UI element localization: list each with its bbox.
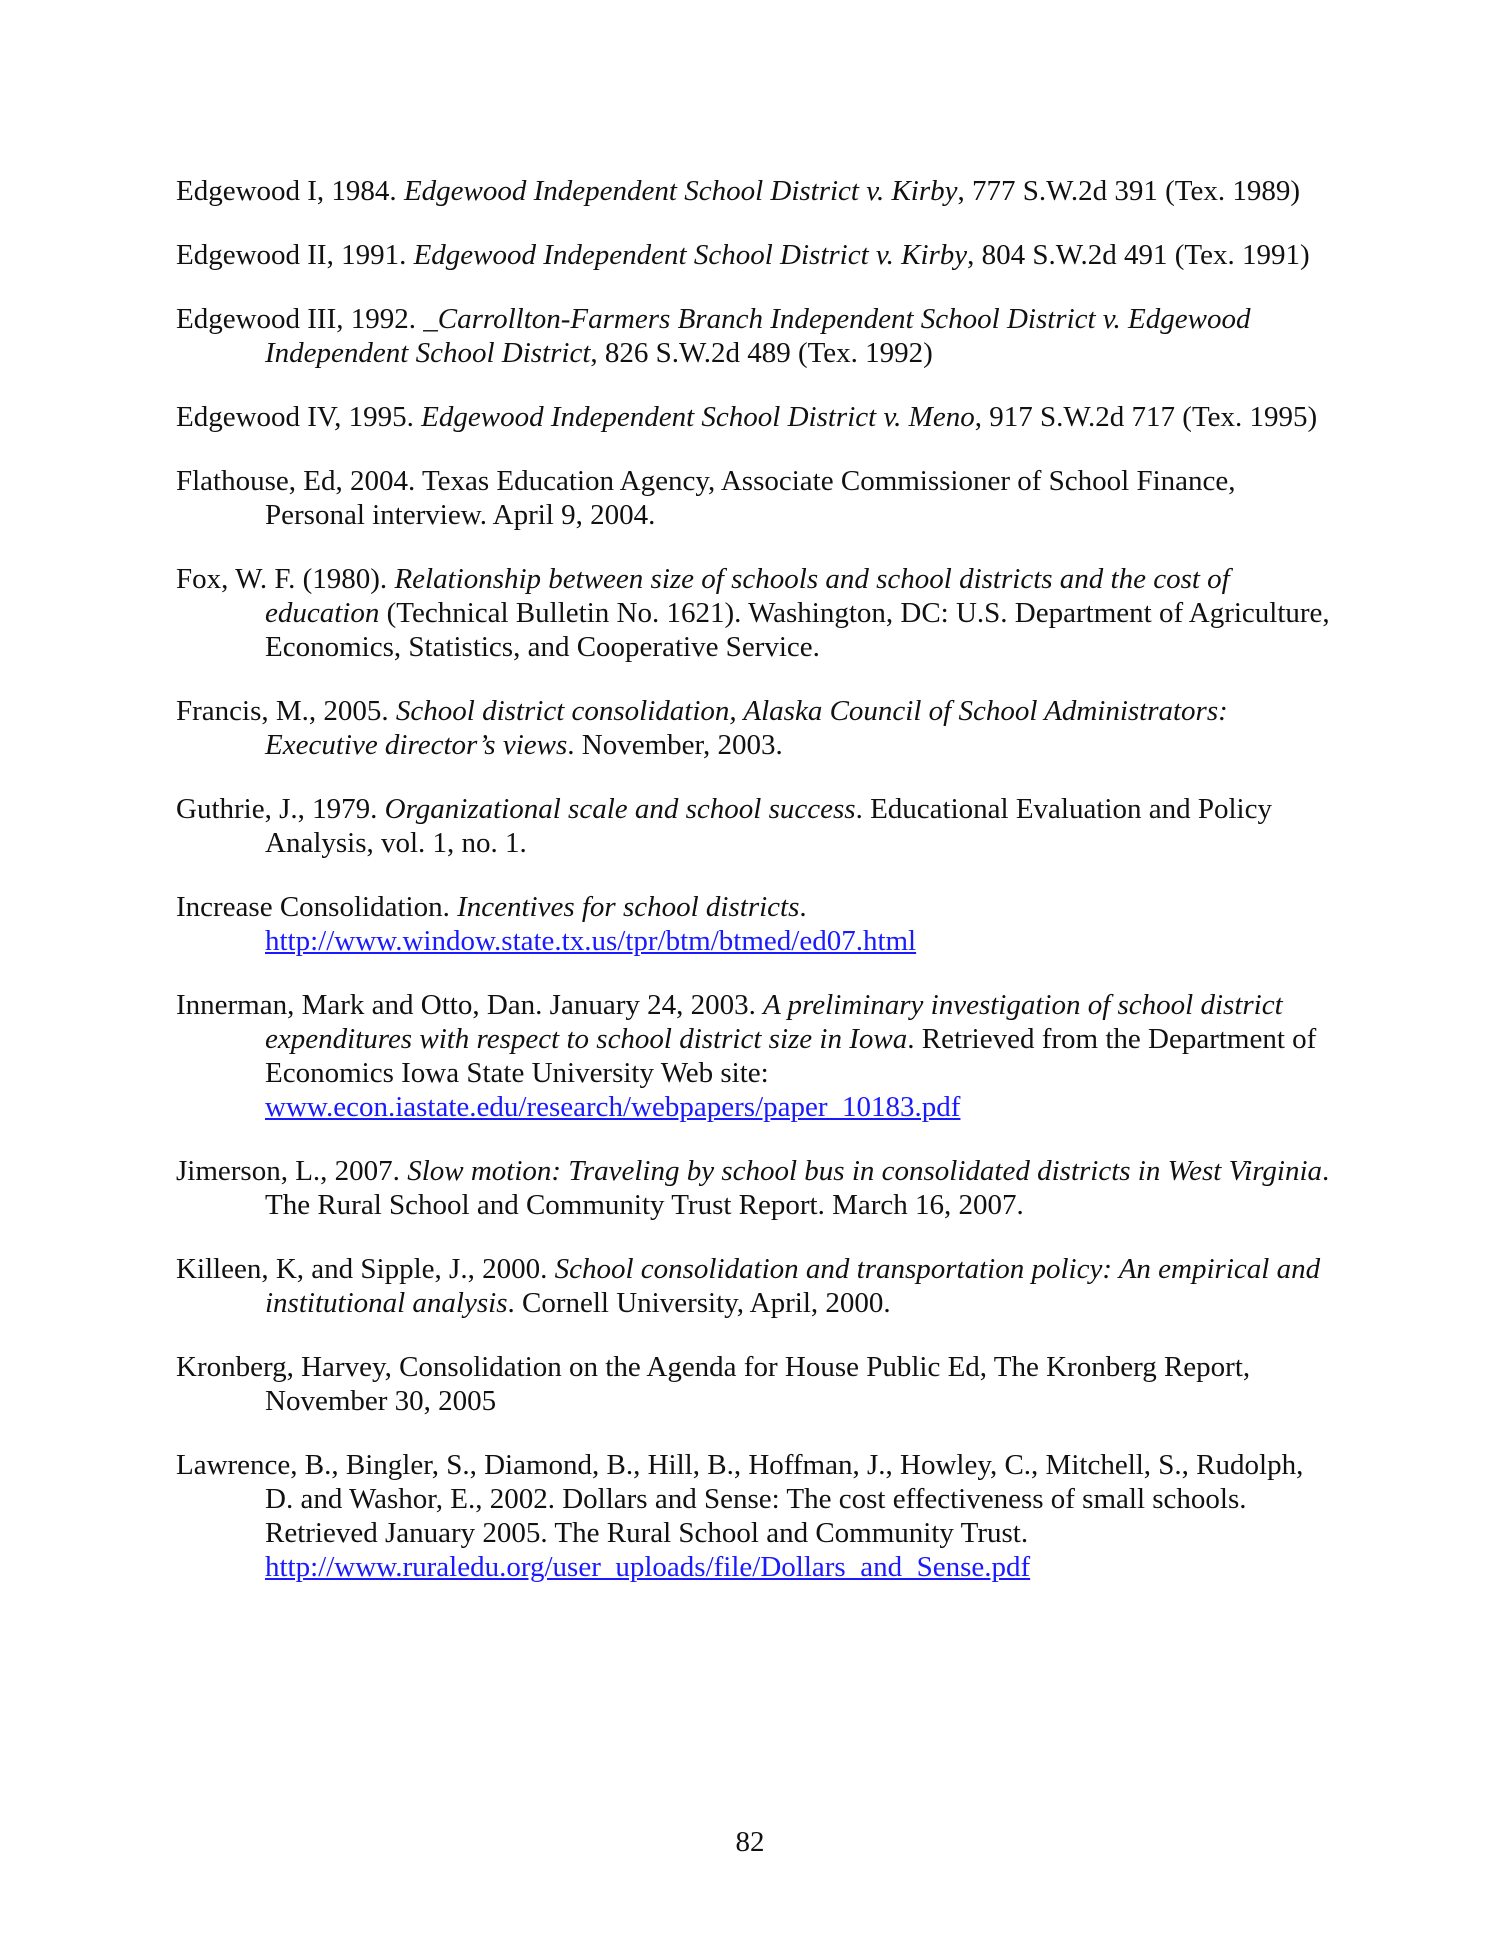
reference-entry [176, 694, 1336, 762]
reference-title: _Carrollton-Farmers Branch Independent School District v. Edgewood Independent School District [265, 303, 1251, 369]
reference-title: A preliminary investigation of school district expenditures with respect to school district size in Iowa [265, 989, 1283, 1055]
reference-text: (Technical Bulletin No. 1621). Washington, DC: U.S. Department of Agriculture, Economics, Statistics, and Cooperative Service. [265, 597, 1330, 663]
reference-title: Organizational scale and school success [384, 793, 856, 825]
reference-entry [176, 1350, 1336, 1418]
reference-entry [176, 1252, 1336, 1320]
reference-text: . Educational Evaluation and Policy Analysis, vol. 1, no. 1. [265, 793, 1272, 859]
reference-text: , 804 S.W.2d 491 (Tex. 1991) [967, 239, 1310, 271]
reference-text: Killeen, K, and Sipple, J., 2000. [176, 1253, 555, 1285]
reference-text: , 917 S.W.2d 717 (Tex. 1995) [974, 401, 1318, 433]
reference-text: . The Rural School and Community Trust Report. March 16, 2007. [265, 1155, 1330, 1221]
reference-text: . [799, 891, 807, 923]
reference-entry [176, 988, 1336, 1124]
reference-entry [176, 1154, 1336, 1222]
reference-text: Edgewood III, 1992. [176, 303, 424, 335]
reference-title: School district consolidation, Alaska Council of School Administrators: Executive director’s views [265, 695, 1228, 761]
reference-text: Francis, M., 2005. [176, 695, 396, 727]
reference-title: Relationship between size of schools and school districts and the cost of education [265, 563, 1230, 629]
reference-entry [176, 562, 1336, 664]
reference-list [176, 174, 1336, 1614]
reference-title: Edgewood Independent School District v. Kirby [403, 175, 958, 207]
reference-title: Slow motion: Traveling by school bus in consolidated districts in West Virginia [407, 1155, 1323, 1187]
reference-entry [176, 464, 1336, 532]
reference-title: Edgewood Independent School District v. Meno [421, 401, 975, 433]
page-number: 82 [735, 1826, 765, 1858]
reference-text: Fox, W. F. (1980). [176, 563, 395, 595]
reference-text: , 826 S.W.2d 489 (Tex. 1992) [590, 337, 933, 369]
reference-text: Innerman, Mark and Otto, Dan. January 24, 2003. [176, 989, 764, 1021]
reference-link[interactable]: www.econ.iastate.edu/research/webpapers/paper_10183.pdf [265, 1091, 961, 1123]
reference-text: Lawrence, B., Bingler, S., Diamond, B., Hill, B., Hoffman, J., Howley, C., Mitchell, S., Rudolph, D. and Washor, E., 2002. Dollars and Sense: The cost effectiveness of small schools. Retrieved January 2005. The Rural School and Community Trust. [176, 1449, 1304, 1549]
reference-text: , 777 S.W.2d 391 (Tex. 1989) [957, 175, 1300, 207]
reference-text: Kronberg, Harvey, Consolidation on the Agenda for House Public Ed, The Kronberg Report, November 30, 2005 [176, 1351, 1251, 1417]
reference-entry [176, 238, 1336, 272]
reference-text: Edgewood IV, 1995. [176, 401, 422, 433]
reference-entry [176, 1448, 1336, 1584]
reference-link[interactable]: http://www.ruraledu.org/user_uploads/file/Dollars_and_Sense.pdf [265, 1551, 1031, 1583]
reference-entry [176, 792, 1336, 860]
reference-text: Flathouse, Ed, 2004. Texas Education Agency, Associate Commissioner of School Finance, Personal interview. April 9, 2004. [176, 465, 1236, 531]
reference-entry [176, 890, 1336, 958]
reference-title: Edgewood Independent School District v. Kirby [413, 239, 968, 271]
reference-text: . November, 2003. [567, 729, 783, 761]
reference-text: Increase Consolidation. [176, 891, 458, 923]
reference-text: Guthrie, J., 1979. [176, 793, 385, 825]
reference-text: . Cornell University, April, 2000. [507, 1287, 891, 1319]
reference-entry [176, 302, 1336, 370]
reference-text: . Retrieved from the Department of Economics Iowa State University Web site: [265, 1023, 1317, 1089]
reference-text: Edgewood I, 1984. [176, 175, 404, 207]
reference-entry [176, 174, 1336, 208]
reference-link[interactable]: http://www.window.state.tx.us/tpr/btm/btmed/ed07.html [265, 925, 917, 957]
reference-entry [176, 400, 1336, 434]
reference-text: Edgewood II, 1991. [176, 239, 414, 271]
reference-title: School consolidation and transportation policy: An empirical and institutional analysis [265, 1253, 1321, 1319]
reference-title: Incentives for school districts [457, 891, 800, 923]
reference-text: Jimerson, L., 2007. [176, 1155, 408, 1187]
